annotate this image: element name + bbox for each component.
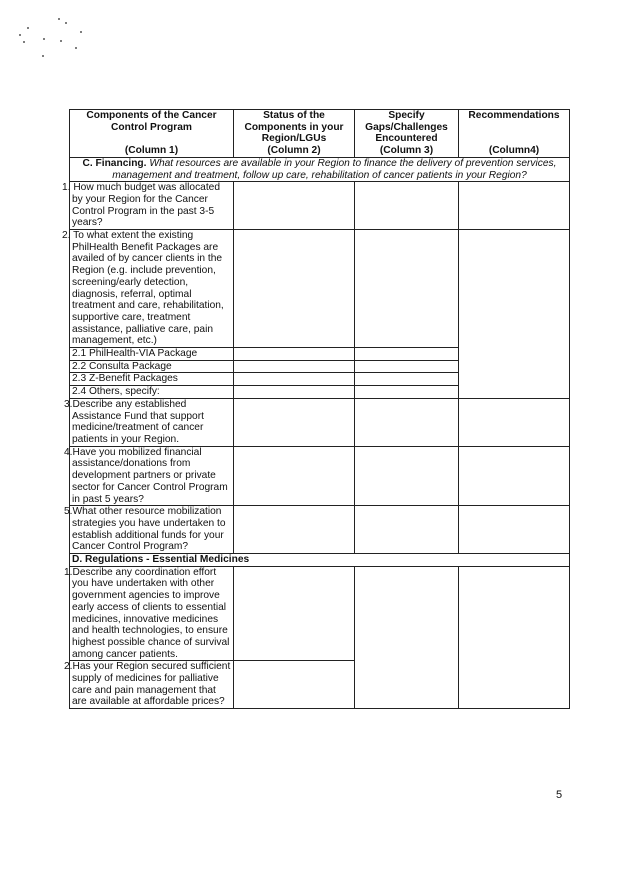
table-row <box>70 398 570 446</box>
answer-cell-status[interactable] <box>234 446 355 506</box>
question-c2-2: 2.2 Consulta Package <box>70 360 234 373</box>
section-d-title: D. Regulations - Essential Medicines <box>72 554 250 566</box>
answer-cell-recommendations[interactable] <box>459 566 570 708</box>
scan-speck <box>43 38 45 40</box>
scan-speck <box>80 31 82 33</box>
section-c-description: What resources are available in your Region to finance the delivery of prevention services, management and treatment, follow up care, rehabilitation of cancer patients in your Region? <box>112 157 557 181</box>
header-col2-label: Status of the Components in your Region/LGUs <box>244 110 344 145</box>
header-col3-number: (Column 3) <box>379 145 434 157</box>
page-number: 5 <box>556 789 563 801</box>
answer-cell-status[interactable] <box>234 566 355 661</box>
header-col1-label: Components of the Cancer Control Program <box>86 110 217 133</box>
question-c5: 5.What other resource mobilization strategies you have undertaken to establish additional funds for your Cancer Control Program? <box>70 506 234 554</box>
header-col1-number: (Column 1) <box>124 145 179 156</box>
answer-cell-status[interactable] <box>234 348 355 361</box>
answer-cell-gaps[interactable] <box>355 398 459 446</box>
answer-cell-recommendations[interactable] <box>459 398 570 446</box>
answer-cell-status[interactable] <box>234 386 355 399</box>
question-c2-1: 2.1 PhilHealth-VIA Package <box>70 348 234 361</box>
scan-speck <box>60 40 62 42</box>
answer-cell-recommendations[interactable] <box>459 230 570 399</box>
table-row <box>70 446 570 506</box>
header-col2 <box>234 110 355 158</box>
scan-speck <box>42 55 44 57</box>
question-c1: 1. How much budget was allocated by your Region for the Cancer Control Program in the past 3-5 years? <box>70 182 234 230</box>
header-col3 <box>355 110 459 158</box>
question-c3: 3.Describe any established Assistance Fund that support medicine/treatment of cancer patients in your Region. <box>70 398 234 446</box>
header-col4-number: (Column4) <box>488 145 540 156</box>
answer-cell-gaps[interactable] <box>355 566 459 708</box>
header-col4-label: Recommendations <box>468 110 560 121</box>
answer-cell-status[interactable] <box>234 661 355 709</box>
answer-cell-gaps[interactable] <box>355 182 459 230</box>
section-c-row <box>70 157 570 181</box>
question-c2-3: 2.3 Z-Benefit Packages <box>70 373 234 386</box>
header-col4 <box>459 110 570 158</box>
answer-cell-recommendations[interactable] <box>459 446 570 506</box>
answer-cell-status[interactable] <box>234 506 355 554</box>
table-row <box>70 230 570 348</box>
question-c2: 2. To what extent the existing PhilHealth Benefit Packages are availed of by cancer clients in the Region (e.g. include prevention, screening/early detection, diagnosis, referral, optimal treatment and care, rehabilitation, supportive care, treatment assistance, palliative care, pain management, etc.) <box>70 230 234 348</box>
answer-cell-gaps[interactable] <box>355 348 459 361</box>
question-c4: 4.Have you mobilized financial assistance/donations from development partners or private sector for Cancer Control Program in past 5 years? <box>70 446 234 506</box>
answer-cell-status[interactable] <box>234 373 355 386</box>
table-header-row <box>70 110 570 158</box>
answer-cell-gaps[interactable] <box>355 386 459 399</box>
table-row <box>70 506 570 554</box>
section-c-title: C. Financing. <box>82 157 147 169</box>
answer-cell-status[interactable] <box>234 182 355 230</box>
scan-speck <box>27 27 29 29</box>
answer-cell-status[interactable] <box>234 398 355 446</box>
section-c-heading <box>70 157 570 181</box>
answer-cell-gaps[interactable] <box>355 360 459 373</box>
answer-cell-gaps[interactable] <box>355 230 459 348</box>
answer-cell-gaps[interactable] <box>355 373 459 386</box>
section-d-heading <box>70 554 570 567</box>
scan-speck <box>58 18 60 20</box>
answer-cell-gaps[interactable] <box>355 446 459 506</box>
answer-cell-status[interactable] <box>234 360 355 373</box>
scan-speck <box>65 22 67 24</box>
answer-cell-gaps[interactable] <box>355 506 459 554</box>
question-c2-4: 2.4 Others, specify: <box>70 386 234 399</box>
scan-speck <box>23 41 25 43</box>
header-col3-label: Specify Gaps/Challenges Encountered <box>365 110 448 145</box>
table-row <box>70 182 570 230</box>
header-col1 <box>70 110 234 158</box>
answer-cell-recommendations[interactable] <box>459 182 570 230</box>
question-d1: 1.Describe any coordination effort you have undertaken with other government agencies to improve early access of clients to essential medicines, innovative medicines and health technologies, to ensure highest possible chance of survival among cancer patients. <box>70 566 234 661</box>
cancer-control-assessment-table <box>62 109 570 709</box>
answer-cell-recommendations[interactable] <box>459 506 570 554</box>
answer-cell-status[interactable] <box>234 230 355 348</box>
table-row <box>70 566 570 661</box>
scan-speck <box>19 34 21 36</box>
header-col2-number: (Column 2) <box>267 145 321 157</box>
section-d-row <box>70 554 570 567</box>
scan-speck <box>75 47 77 49</box>
question-d2: 2.Has your Region secured sufficient supply of medicines for palliative care and pain management that are available at affordable prices? <box>70 661 234 709</box>
